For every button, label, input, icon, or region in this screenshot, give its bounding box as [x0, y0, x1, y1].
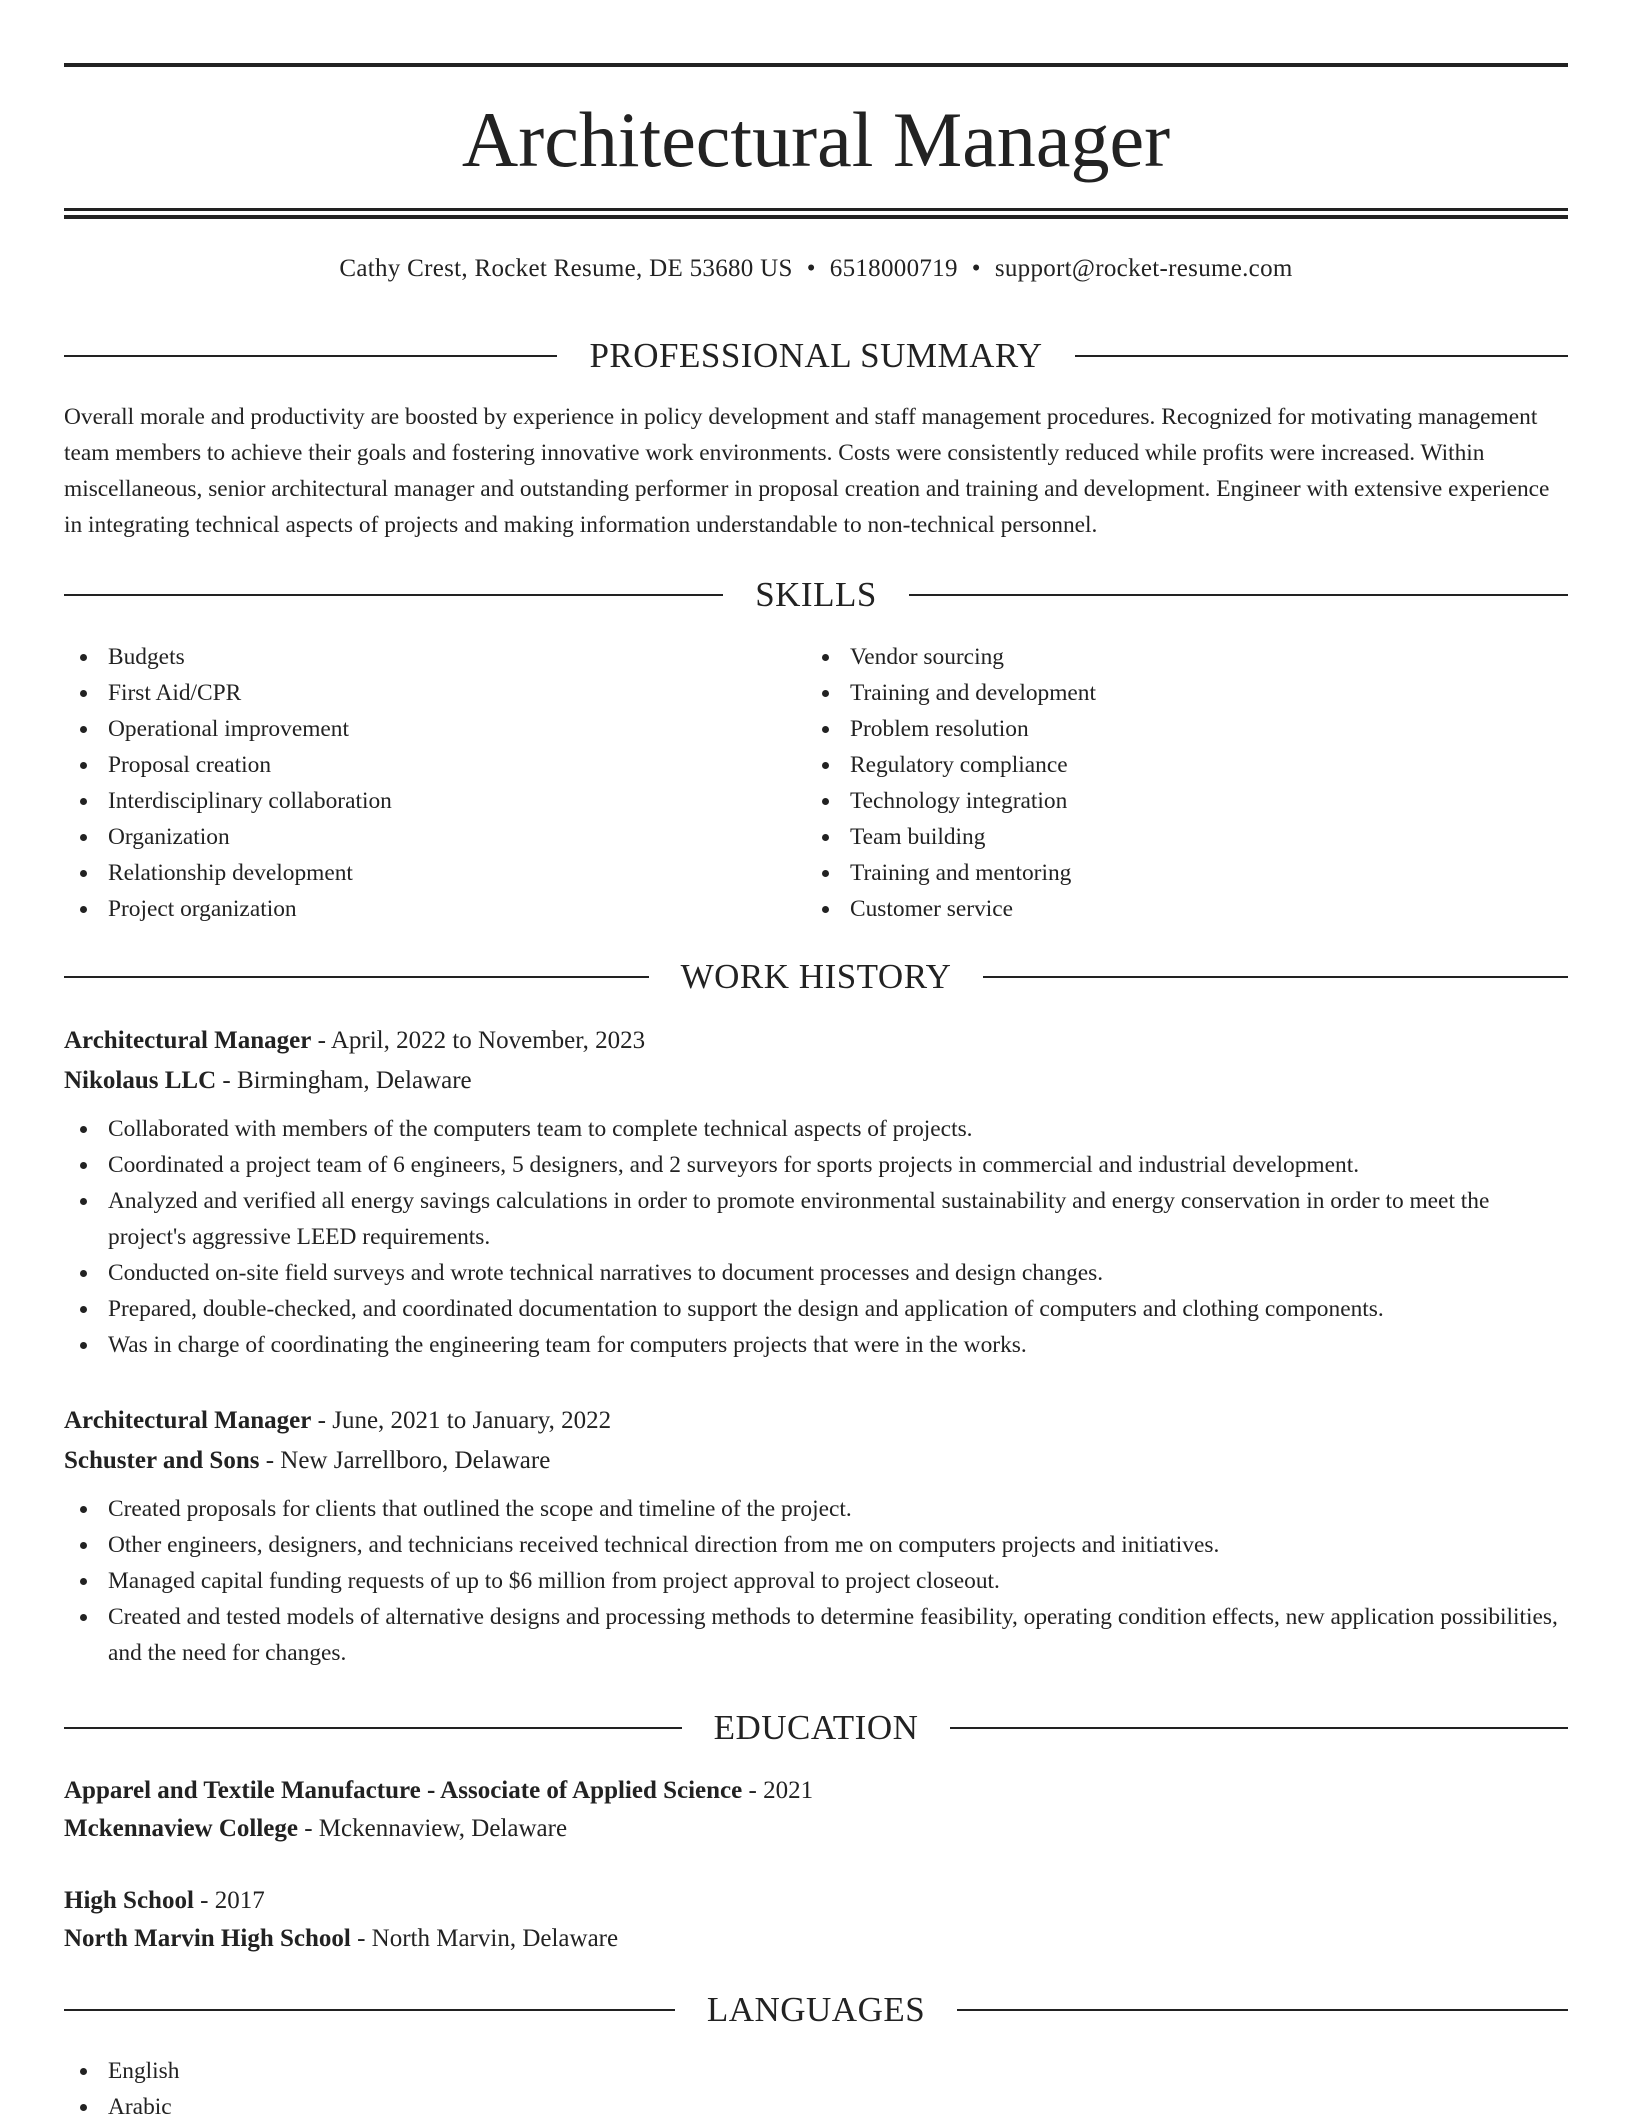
skill-item: Team building: [806, 819, 1506, 855]
page-title: Architectural Manager: [461, 96, 1171, 183]
language-item: Arabic: [64, 2089, 1568, 2125]
job-title: Architectural Manager: [64, 1407, 312, 1434]
job-bullet: Was in charge of coordinating the engineering team for computers projects that were in the works.: [64, 1327, 1568, 1363]
skill-item: Operational improvement: [64, 711, 764, 747]
heading-rule: [64, 355, 557, 357]
job-company-line: [64, 1441, 1568, 1481]
title-rule-lower: [64, 215, 1568, 219]
heading-rule: [1075, 355, 1568, 357]
summary-heading-label: PROFESSIONAL SUMMARY: [589, 336, 1043, 375]
education-degree-line: [64, 1772, 1568, 1810]
skills-list-left: [64, 639, 764, 927]
heading-rule: [950, 1727, 1568, 1729]
job-company: Schuster and Sons: [64, 1447, 260, 1474]
skill-item: Project organization: [64, 891, 764, 927]
title-rule-upper: [64, 208, 1568, 211]
job-company-line: [64, 1061, 1568, 1101]
education-location: - North Marvin, Delaware: [350, 1925, 619, 1952]
skill-item: Training and development: [806, 675, 1506, 711]
work-heading: [64, 957, 1568, 997]
education-year: - 2021: [742, 1777, 814, 1804]
education-year: - 2017: [193, 1887, 265, 1914]
job-bullet: Managed capital funding requests of up to $6 million from project approval to project closeout.: [64, 1563, 1568, 1599]
languages-heading-label: LANGUAGES: [706, 1990, 926, 2029]
top-rule: [64, 63, 1568, 67]
skill-item: Interdisciplinary collaboration: [64, 783, 764, 819]
education-school-line: [64, 1810, 1568, 1848]
summary-text: Overall morale and productivity are boosted by experience in policy development and staff management procedures. Recognized for motivating management team members to achieve their goals and fostering innovative work environments. Costs were consistently reduced while profits were increased. Within miscellaneous, senior architectural manager and outstanding performer in proposal creation and training and development. Engineer with extensive experience in integrating technical aspects of projects and making information understandable to non-technical personnel.: [64, 404, 1550, 538]
heading-rule: [957, 2009, 1568, 2011]
job-bullet: Conducted on-site field surveys and wrote technical narratives to document processes and design changes.: [64, 1255, 1568, 1291]
heading-rule: [909, 594, 1568, 596]
education-degree: Apparel and Textile Manufacture - Associate of Applied Science: [64, 1777, 743, 1804]
heading-rule: [64, 2009, 675, 2011]
skill-item: Training and mentoring: [806, 855, 1506, 891]
heading-rule: [64, 1727, 682, 1729]
skill-item: Vendor sourcing: [806, 639, 1506, 675]
skill-item: First Aid/CPR: [64, 675, 764, 711]
job-bullet: Coordinated a project team of 6 engineers, 5 designers, and 2 surveyors for sports projects in commercial and industrial development.: [64, 1147, 1568, 1183]
job-title-line: [64, 1401, 1568, 1441]
job-title-line: [64, 1021, 1568, 1061]
education-school-line: [64, 1920, 1568, 1958]
education-location: - Mckennaview, Delaware: [297, 1815, 568, 1842]
contact-email: support@rocket-resume.com: [994, 255, 1293, 282]
education-degree: High School: [64, 1887, 194, 1914]
summary-heading: [64, 336, 1568, 376]
skill-item: Problem resolution: [806, 711, 1506, 747]
job-company: Nikolaus LLC: [64, 1067, 217, 1094]
languages-heading: [64, 1990, 1568, 2030]
job-bullet: Other engineers, designers, and technicians received technical direction from me on computers projects and initiatives.: [64, 1527, 1568, 1563]
job-entry: [64, 1401, 1568, 1671]
job-entry: [64, 1021, 1568, 1363]
separator-dot: •: [971, 255, 981, 282]
education-heading-label: EDUCATION: [713, 1708, 919, 1747]
skills-heading-label: SKILLS: [755, 575, 877, 614]
skill-item: Relationship development: [64, 855, 764, 891]
contact-line: [64, 252, 1568, 286]
skills-column-left: [64, 639, 764, 927]
skill-item: Regulatory compliance: [806, 747, 1506, 783]
skills-heading: [64, 575, 1568, 615]
job-bullet: Created and tested models of alternative designs and processing methods to determine feasibility, operating condition effects, new application possibilities, and the need for changes.: [64, 1599, 1568, 1671]
heading-rule: [64, 976, 649, 978]
skill-item: Budgets: [64, 639, 764, 675]
job-title: Architectural Manager: [64, 1027, 312, 1054]
work-heading-label: WORK HISTORY: [680, 957, 952, 996]
education-school: North Marvin High School: [64, 1925, 351, 1952]
education-heading: [64, 1708, 1568, 1748]
heading-rule: [983, 976, 1568, 978]
skills-list-right: [806, 639, 1506, 927]
education-degree-line: [64, 1882, 1568, 1920]
skill-item: Technology integration: [806, 783, 1506, 819]
heading-rule: [64, 594, 723, 596]
education-entry: [64, 1772, 1568, 1848]
language-item: English: [64, 2053, 1568, 2089]
job-location: - New Jarrellboro, Delaware: [259, 1447, 551, 1474]
separator-dot: •: [806, 255, 816, 282]
education-entry: [64, 1882, 1568, 1958]
skills-column-right: [806, 639, 1506, 927]
job-bullets: [64, 1111, 1568, 1363]
contact-address: Cathy Crest, Rocket Resume, DE 53680 US: [339, 255, 793, 282]
job-dates: - June, 2021 to January, 2022: [311, 1407, 612, 1434]
contact-phone: 6518000719: [829, 255, 958, 282]
job-bullet: Prepared, double-checked, and coordinated documentation to support the design and application of computers and clothing components.: [64, 1291, 1568, 1327]
job-bullet: Analyzed and verified all energy savings calculations in order to promote environmental sustainability and energy conservation in order to meet the project's aggressive LEED requirements.: [64, 1183, 1568, 1255]
job-bullet: Created proposals for clients that outlined the scope and timeline of the project.: [64, 1491, 1568, 1527]
skill-item: Organization: [64, 819, 764, 855]
skill-item: Proposal creation: [64, 747, 764, 783]
job-dates: - April, 2022 to November, 2023: [311, 1027, 646, 1054]
skill-item: Customer service: [806, 891, 1506, 927]
job-location: - Birmingham, Delaware: [216, 1067, 472, 1094]
languages-list: [64, 2053, 1568, 2125]
education-school: Mckennaview College: [64, 1815, 298, 1842]
job-bullet: Collaborated with members of the computers team to complete technical aspects of projects.: [64, 1111, 1568, 1147]
job-bullets: [64, 1491, 1568, 1671]
